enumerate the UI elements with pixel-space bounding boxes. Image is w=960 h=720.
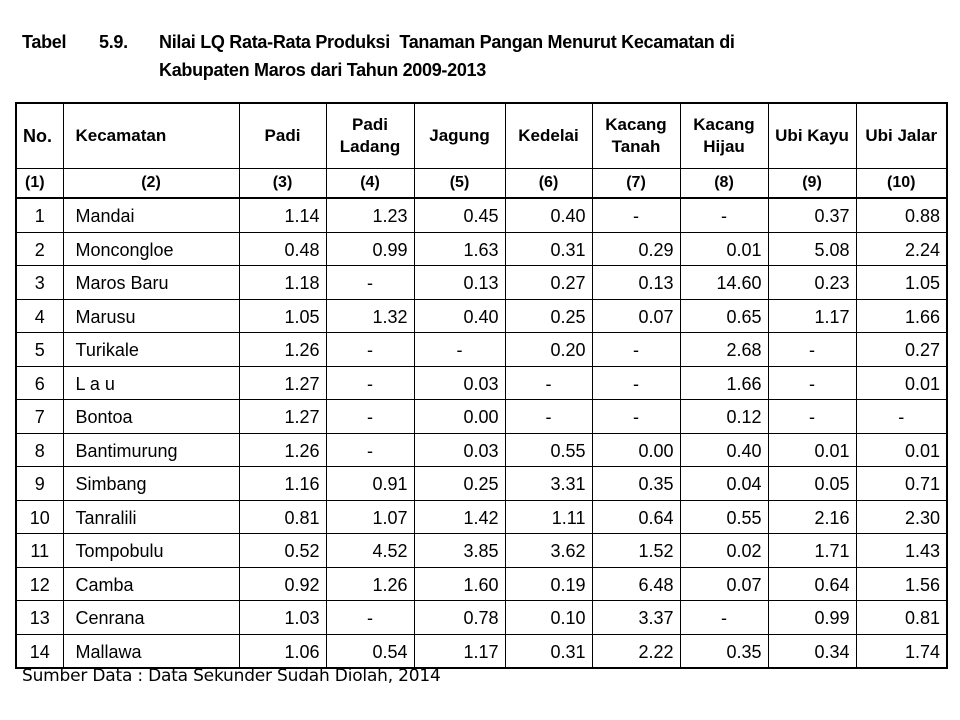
lq-value-cell: 0.07 xyxy=(592,299,680,333)
lq-value-cell: 0.02 xyxy=(680,534,768,568)
lq-value-cell: 0.00 xyxy=(414,400,505,434)
lq-value-cell: 0.40 xyxy=(680,433,768,467)
caption-title-line2: Kabupaten Maros dari Tahun 2009-2013 xyxy=(159,60,486,80)
lq-value-cell: 1.26 xyxy=(239,433,326,467)
lq-value-cell: - xyxy=(768,366,856,400)
table-row xyxy=(16,433,947,467)
lq-table xyxy=(15,102,948,669)
lq-value-cell: 2.68 xyxy=(680,333,768,367)
lq-value-cell: 1.42 xyxy=(414,500,505,534)
lq-value-cell: - xyxy=(768,333,856,367)
kecamatan-cell: L a u xyxy=(63,366,239,400)
table-row xyxy=(16,534,947,568)
lq-value-cell: - xyxy=(680,601,768,635)
table-caption xyxy=(22,28,735,84)
lq-value-cell: 3.37 xyxy=(592,601,680,635)
lq-value-cell: 0.05 xyxy=(768,467,856,501)
lq-value-cell: - xyxy=(680,198,768,232)
lq-value-cell: 1.07 xyxy=(326,500,414,534)
table-row xyxy=(16,601,947,635)
table-row xyxy=(16,299,947,333)
caption-title-line1: Nilai LQ Rata-Rata Produksi Tanaman Pangan Menurut Kecamatan di xyxy=(159,32,735,52)
row-number: 11 xyxy=(16,534,63,568)
lq-value-cell: 1.63 xyxy=(414,232,505,266)
colnum-9: (9) xyxy=(768,169,856,199)
kecamatan-cell: Bantimurung xyxy=(63,433,239,467)
column-number-row xyxy=(16,169,947,199)
row-number: 3 xyxy=(16,266,63,300)
lq-value-cell: 1.56 xyxy=(856,567,947,601)
lq-value-cell: 0.01 xyxy=(856,433,947,467)
lq-value-cell: 1.66 xyxy=(680,366,768,400)
lq-value-cell: 0.45 xyxy=(414,198,505,232)
kecamatan-cell: Simbang xyxy=(63,467,239,501)
table-row xyxy=(16,500,947,534)
kecamatan-cell: Cenrana xyxy=(63,601,239,635)
header-row xyxy=(16,103,947,169)
lq-value-cell: 1.05 xyxy=(239,299,326,333)
lq-value-cell: 0.01 xyxy=(680,232,768,266)
lq-value-cell: 2.16 xyxy=(768,500,856,534)
lq-value-cell: 1.43 xyxy=(856,534,947,568)
lq-value-cell: 2.22 xyxy=(592,634,680,668)
lq-value-cell: 1.06 xyxy=(239,634,326,668)
lq-value-cell: 3.85 xyxy=(414,534,505,568)
colnum-4: (4) xyxy=(326,169,414,199)
colnum-3: (3) xyxy=(239,169,326,199)
lq-value-cell: 0.23 xyxy=(768,266,856,300)
lq-value-cell: 0.34 xyxy=(768,634,856,668)
lq-value-cell: 0.04 xyxy=(680,467,768,501)
lq-value-cell: 0.27 xyxy=(505,266,592,300)
lq-value-cell: 0.13 xyxy=(414,266,505,300)
header-kacang-hijau: Kacang Hijau xyxy=(680,103,768,169)
lq-value-cell: - xyxy=(326,400,414,434)
colnum-2: (2) xyxy=(63,169,239,199)
lq-value-cell: 0.00 xyxy=(592,433,680,467)
lq-value-cell: 0.12 xyxy=(680,400,768,434)
lq-value-cell: 1.16 xyxy=(239,467,326,501)
lq-value-cell: 0.81 xyxy=(239,500,326,534)
lq-value-cell: - xyxy=(592,400,680,434)
header-padi-ladang: Padi Ladang xyxy=(326,103,414,169)
lq-value-cell: - xyxy=(592,366,680,400)
lq-value-cell: 0.03 xyxy=(414,433,505,467)
lq-value-cell: 0.35 xyxy=(592,467,680,501)
lq-value-cell: - xyxy=(326,333,414,367)
table-row xyxy=(16,266,947,300)
colnum-6: (6) xyxy=(505,169,592,199)
lq-value-cell: 0.48 xyxy=(239,232,326,266)
row-number: 6 xyxy=(16,366,63,400)
lq-value-cell: 0.13 xyxy=(592,266,680,300)
lq-value-cell: - xyxy=(592,333,680,367)
lq-value-cell: 1.17 xyxy=(768,299,856,333)
colnum-10: (10) xyxy=(856,169,947,199)
table-row xyxy=(16,634,947,668)
lq-value-cell: 14.60 xyxy=(680,266,768,300)
header-kacang-tanah: Kacang Tanah xyxy=(592,103,680,169)
lq-value-cell: - xyxy=(326,433,414,467)
lq-value-cell: 0.40 xyxy=(414,299,505,333)
lq-value-cell: 0.71 xyxy=(856,467,947,501)
lq-value-cell: 0.10 xyxy=(505,601,592,635)
kecamatan-cell: Moncongloe xyxy=(63,232,239,266)
table-row xyxy=(16,198,947,232)
lq-value-cell: 5.08 xyxy=(768,232,856,266)
kecamatan-cell: Mandai xyxy=(63,198,239,232)
lq-value-cell: 0.55 xyxy=(680,500,768,534)
lq-value-cell: 0.52 xyxy=(239,534,326,568)
lq-value-cell: 0.27 xyxy=(856,333,947,367)
kecamatan-cell: Marusu xyxy=(63,299,239,333)
lq-value-cell: 0.29 xyxy=(592,232,680,266)
lq-value-cell: 2.30 xyxy=(856,500,947,534)
lq-value-cell: 1.17 xyxy=(414,634,505,668)
lq-value-cell: - xyxy=(414,333,505,367)
table-row xyxy=(16,333,947,367)
row-number: 14 xyxy=(16,634,63,668)
lq-value-cell: 3.62 xyxy=(505,534,592,568)
lq-value-cell: 0.64 xyxy=(768,567,856,601)
colnum-1: (1) xyxy=(16,169,63,199)
lq-value-cell: 1.23 xyxy=(326,198,414,232)
lq-value-cell: 0.91 xyxy=(326,467,414,501)
header-ubi-kayu: Ubi Kayu xyxy=(768,103,856,169)
lq-value-cell: 1.52 xyxy=(592,534,680,568)
kecamatan-cell: Turikale xyxy=(63,333,239,367)
lq-value-cell: 0.55 xyxy=(505,433,592,467)
lq-value-cell: - xyxy=(592,198,680,232)
lq-value-cell: 0.19 xyxy=(505,567,592,601)
lq-value-cell: 0.03 xyxy=(414,366,505,400)
lq-value-cell: 0.64 xyxy=(592,500,680,534)
kecamatan-cell: Camba xyxy=(63,567,239,601)
header-kecamatan: Kecamatan xyxy=(63,103,239,169)
lq-value-cell: 1.27 xyxy=(239,400,326,434)
lq-value-cell: 1.14 xyxy=(239,198,326,232)
lq-value-cell: 1.26 xyxy=(239,333,326,367)
row-number: 7 xyxy=(16,400,63,434)
table-row xyxy=(16,467,947,501)
lq-value-cell: 1.60 xyxy=(414,567,505,601)
row-number: 8 xyxy=(16,433,63,467)
lq-value-cell: 1.05 xyxy=(856,266,947,300)
row-number: 13 xyxy=(16,601,63,635)
lq-value-cell: 0.40 xyxy=(505,198,592,232)
row-number: 12 xyxy=(16,567,63,601)
colnum-8: (8) xyxy=(680,169,768,199)
kecamatan-cell: Mallawa xyxy=(63,634,239,668)
row-number: 4 xyxy=(16,299,63,333)
lq-value-cell: 0.25 xyxy=(414,467,505,501)
table-body xyxy=(16,198,947,668)
header-kedelai: Kedelai xyxy=(505,103,592,169)
lq-value-cell: 0.07 xyxy=(680,567,768,601)
lq-value-cell: 0.65 xyxy=(680,299,768,333)
lq-value-cell: 0.99 xyxy=(768,601,856,635)
lq-value-cell: 0.81 xyxy=(856,601,947,635)
lq-value-cell: 0.88 xyxy=(856,198,947,232)
kecamatan-cell: Tanralili xyxy=(63,500,239,534)
lq-value-cell: 2.24 xyxy=(856,232,947,266)
lq-value-cell: 0.01 xyxy=(856,366,947,400)
lq-value-cell: - xyxy=(505,400,592,434)
lq-value-cell: 0.54 xyxy=(326,634,414,668)
header-no: No. xyxy=(16,103,63,169)
lq-value-cell: 0.99 xyxy=(326,232,414,266)
row-number: 5 xyxy=(16,333,63,367)
lq-value-cell: 1.03 xyxy=(239,601,326,635)
lq-value-cell: - xyxy=(505,366,592,400)
lq-value-cell: 1.27 xyxy=(239,366,326,400)
lq-value-cell: - xyxy=(326,601,414,635)
lq-value-cell: 0.01 xyxy=(768,433,856,467)
row-number: 10 xyxy=(16,500,63,534)
lq-value-cell: 0.25 xyxy=(505,299,592,333)
table-row xyxy=(16,400,947,434)
lq-value-cell: 1.26 xyxy=(326,567,414,601)
lq-value-cell: 0.20 xyxy=(505,333,592,367)
lq-value-cell: - xyxy=(326,366,414,400)
lq-value-cell: 1.32 xyxy=(326,299,414,333)
lq-value-cell: 0.31 xyxy=(505,232,592,266)
kecamatan-cell: Maros Baru xyxy=(63,266,239,300)
source-note: Sumber Data : Data Sekunder Sudah Diolah, 2014 xyxy=(22,666,441,686)
header-ubi-jalar: Ubi Jalar xyxy=(856,103,947,169)
lq-value-cell: 0.35 xyxy=(680,634,768,668)
table-row xyxy=(16,366,947,400)
lq-value-cell: 1.74 xyxy=(856,634,947,668)
lq-value-cell: 1.71 xyxy=(768,534,856,568)
table-row xyxy=(16,232,947,266)
lq-value-cell: 1.18 xyxy=(239,266,326,300)
lq-value-cell: 1.66 xyxy=(856,299,947,333)
header-jagung: Jagung xyxy=(414,103,505,169)
lq-value-cell: 0.92 xyxy=(239,567,326,601)
lq-value-cell: 0.31 xyxy=(505,634,592,668)
lq-value-cell: 0.37 xyxy=(768,198,856,232)
kecamatan-cell: Tompobulu xyxy=(63,534,239,568)
kecamatan-cell: Bontoa xyxy=(63,400,239,434)
caption-label: Tabel xyxy=(22,32,67,52)
caption-number: 5.9. xyxy=(99,32,128,52)
lq-value-cell: 1.11 xyxy=(505,500,592,534)
colnum-5: (5) xyxy=(414,169,505,199)
lq-value-cell: 0.78 xyxy=(414,601,505,635)
lq-value-cell: - xyxy=(768,400,856,434)
row-number: 1 xyxy=(16,198,63,232)
row-number: 2 xyxy=(16,232,63,266)
lq-value-cell: 3.31 xyxy=(505,467,592,501)
lq-value-cell: - xyxy=(856,400,947,434)
row-number: 9 xyxy=(16,467,63,501)
colnum-7: (7) xyxy=(592,169,680,199)
lq-value-cell: 6.48 xyxy=(592,567,680,601)
lq-value-cell: 4.52 xyxy=(326,534,414,568)
table-row xyxy=(16,567,947,601)
lq-value-cell: - xyxy=(326,266,414,300)
header-padi: Padi xyxy=(239,103,326,169)
